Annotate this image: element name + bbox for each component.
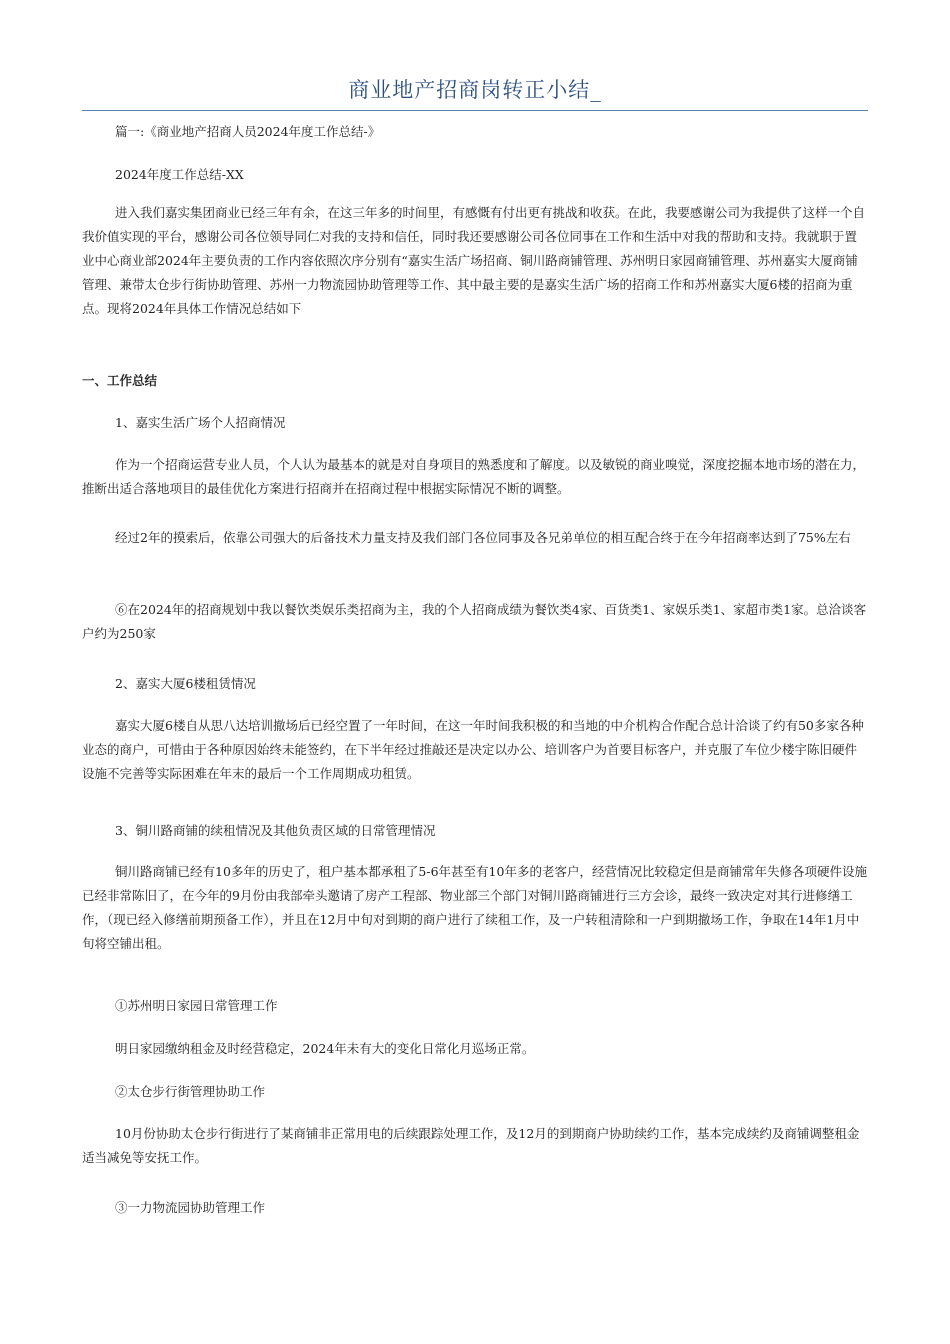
title-divider bbox=[82, 110, 868, 111]
paragraph: 经过2年的摸索后，依靠公司强大的后备技术力量支持及我们部门各位同事及各兄弟单位的相互配合终于在今年招商率达到了75%左右 bbox=[115, 530, 851, 545]
document-title: 商业地产招商岗转正小结_ bbox=[348, 78, 602, 102]
paragraph: ①苏州明日家园日常管理工作 bbox=[115, 998, 278, 1013]
paragraph: 10月份协助太仓步行街进行了某商铺非正常用电的后续跟踪处理工作，及12月的到期商户协助续约工作，基本完成续约及商铺调整租金适当减免等安抚工作。 bbox=[82, 1126, 860, 1165]
paragraph: 铜川路商铺已经有10多年的历史了，租户基本都承租了5-6年甚至有10年多的老客户，经营情况比较稳定但是商铺常年失修各项硬件设施已经非常陈旧了，在今年的9月份由我部牵头邀请了房产工程部、物业部三个部门对铜川路商铺进行三方会诊，最终一致决定对其行进修缮工作，（现已经入修缮前期预备工作），并且在12月中旬对到期的商户进行了续租工作，及一户转租清除和一户到期撤场工作，争取在14年1月中旬将空铺出租。 bbox=[82, 864, 867, 951]
paragraph: 嘉实大厦6楼自从思八达培训撤场后已经空置了一年时间，在这一年时间我积极的和当地的中介机构合作配合总计洽谈了约有50多家各种业态的商户，可惜由于各种原因始终未能签约，在下半年经过推敲还是决定以办公、培训客户为首要目标客户，并克服了车位少楼宇陈旧硬件设施不完善等实际困难在年末的最后一个工作周期成功租赁。 bbox=[82, 718, 864, 781]
paragraph: ③一力物流园协助管理工作 bbox=[115, 1200, 266, 1215]
paragraph: 篇一:《商业地产招商人员2024年度工作总结-》 bbox=[115, 124, 381, 139]
paragraph: 1、嘉实生活广场个人招商情况 bbox=[115, 415, 286, 430]
section-heading: 一、工作总结 bbox=[82, 373, 158, 388]
paragraph: 作为一个招商运营专业人员，个人认为最基本的就是对自身项目的熟悉度和了解度。以及敏锐的商业嗅觉，深度挖掘本地市场的潜在力，推断出适合落地项目的最佳优化方案进行招商并在招商过程中根据实际情况不断的调整。 bbox=[82, 457, 866, 496]
paragraph: ②太仓步行街管理协助工作 bbox=[115, 1084, 266, 1099]
paragraph: ⑥在2024年的招商规划中我以餐饮类娱乐类招商为主，我的个人招商成绩为餐饮类4家、百货类1、家娱乐类1、家超市类1家。总洽谈客户约为250家 bbox=[82, 602, 867, 641]
document-page bbox=[82, 74, 868, 111]
paragraph: 3、铜川路商铺的续租情况及其他负责区域的日常管理情况 bbox=[115, 823, 436, 838]
paragraph: 2、嘉实大厦6楼租赁情况 bbox=[115, 676, 256, 691]
paragraph: 2024年度工作总结-XX bbox=[115, 167, 244, 182]
paragraph: 进入我们嘉实集团商业已经三年有余，在这三年多的时间里，有感慨有付出更有挑战和收获。在此，我要感谢公司为我提供了这样一个自我价值实现的平台，感谢公司各位领导同仁对我的支持和信任，同时我还要感谢公司各位同事在工作和生活中对我的帮助和支持。我就职于置业中心商业部2024年主要负责的工作内容依照次序分别有“嘉实生活广场招商、铜川路商铺管理、苏州明日家园商铺管理、苏州嘉实大厦商铺管理、兼带太仓步行街协助管理、苏州一力物流园协助管理等工作、其中最主要的是嘉实生活广场的招商工作和苏州嘉实大厦6楼的招商为重点。现将2024年具体工作情况总结如下 bbox=[82, 205, 866, 316]
paragraph: 明日家园缴纳租金及时经营稳定，2024年未有大的变化日常化月巡场正常。 bbox=[115, 1041, 535, 1056]
